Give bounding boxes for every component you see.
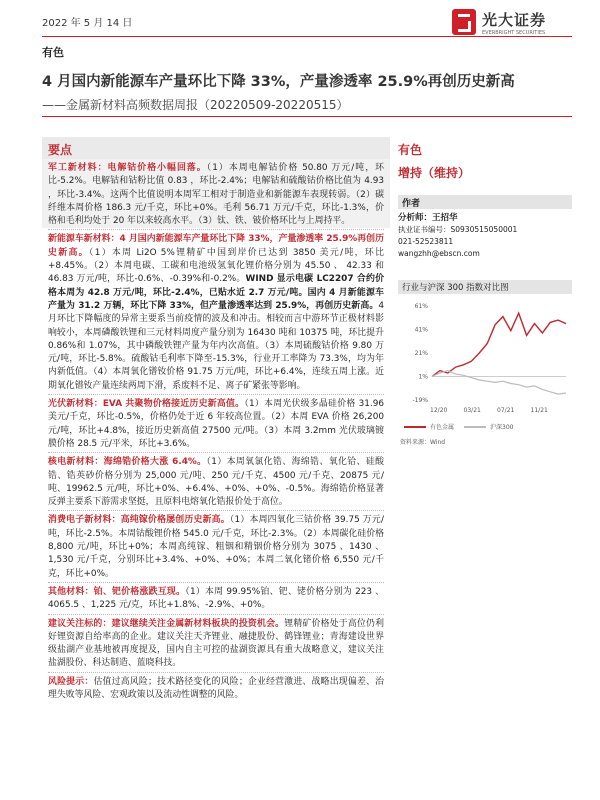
legend-label-csi300: 沪深300 xyxy=(490,424,514,431)
summary-paragraph-military xyxy=(42,159,390,228)
header-divider xyxy=(42,36,572,37)
chart-svg xyxy=(398,298,572,418)
paragraph-text: （1）本周 99.95%铂、钯、铑价格分别为 223 、4065.5 、1,225 元/克，环比+1.8%、-2.9%、+0%。 xyxy=(48,586,384,611)
analyst-phone: 021-52523811 xyxy=(398,237,454,246)
series-line-nonferrous xyxy=(432,313,566,376)
y-tick-label: 1% xyxy=(418,373,428,381)
paragraph-text: 估值过高风险；技术路径变化的风险；企业经营激进、战略出现偏差、治理失败等风险、宏观政策以及流动性调整的风险。 xyxy=(48,676,385,700)
rating-label: 增持（维持） xyxy=(398,166,471,180)
summary-paragraph-pv xyxy=(42,395,390,451)
chart-heading: 行业与沪深 300 指数对比图 xyxy=(398,280,572,294)
analyst-name: 分析师：王招华 xyxy=(398,213,458,223)
paragraph-bold-text: WIND 显示电碳 LC2207 合约价格本周为 42.8 万元/吨，环比-2.4%，已贴水近 2.7 万元/吨。 xyxy=(48,274,384,298)
index-comparison-chart xyxy=(398,298,572,446)
paragraph-text: （1）本周 Li2O 5%锂精矿中国到岸价已达到 3850 美元/吨，环比+8.45%。（2）本周电碳、工碳和电池级氢氧化锂价格分别为 45.50 、 42.33 和 46.83 万元/吨，环比-0.6%、-0.39%和-0.2%。 xyxy=(48,247,385,285)
paragraph-lead: 消费电子新材料：高纯镓价格屡创历史新高。 xyxy=(48,515,230,526)
series-line-csi300 xyxy=(432,371,566,395)
paragraph-text: （1）本周四氧化三钴价格 39.75 万元/吨，环比-2.5%。本周钴酸锂价格 545.0 元/千克，环比-2.3%。（2）本周碳化硅价格 8,800 元/吨，环比+0%；本周高纯镓、粗铟和精铟价格分别为 3075 、1430 、1,530 元/千克，分别环比+3.4%、+0%、+0%；本周二氧化锗价格 6,550 元/千克，环比+0%。 xyxy=(48,515,384,579)
paragraph-lead: 新能源车新材料：4 月国内新能源车产量环比下降 33%，产量渗透率 25.9%再创历史新高。 xyxy=(48,234,384,258)
analyst-email[interactable]: wangzhh@ebscn.com xyxy=(398,249,480,258)
paragraph-lead: 风险提示： xyxy=(48,676,94,687)
brand-name: 光大证券 xyxy=(482,10,547,29)
legend-label-nonferrous: 有色金属 xyxy=(430,424,455,431)
paragraph-text: 4 月环比下降幅度的异常主要系当前疫情的波及和冲击。相较而言中游环节正极材料影响较小，本周磷酸铁锂和三元材料周度产量分别为 16430 吨和 10375 吨，环比提升 0.86%和 1.07%，其中磷酸铁锂产量为年内次高值。（3）本周硫酸钴价格 9.80 万元/吨，环比-5.8%。硫酸钴毛利率下降至-15.3%，行业开工率降为 73.3%，均为年内新低值。（4）本周氧化镨钕价格 91.75 万元/吨，环比+6.4%，连续五周上涨。近期氧化镨钕产量连续两周下滑，系废料不足、离子矿紧张等影响。 xyxy=(48,300,384,391)
legend-item-csi300 xyxy=(464,422,513,431)
paragraph-lead: 光伏新材料：EVA 共聚物价格接近历史新高值。 xyxy=(48,399,245,410)
paragraph-bold-text: 国内 4 月新能源车产量为 31.2 万辆，环比下降 33%，但产量渗透率达到 25.9%，再创历史新高。 xyxy=(48,287,385,311)
y-tick-label: 61% xyxy=(414,303,428,310)
report-title: 4 月国内新能源车产量环比下降 33%，产量渗透率 25.9%再创历史新高 xyxy=(42,74,515,90)
y-tick-label: -19% xyxy=(412,397,428,404)
sidebar-industry: 有色 xyxy=(398,143,423,157)
everbright-logo-icon xyxy=(452,9,476,35)
legend-item-nonferrous xyxy=(404,422,454,431)
industry-label: 有色 xyxy=(42,46,64,59)
paragraph-lead: 军工新材料：电解钴价格小幅回落。 xyxy=(48,163,207,173)
summary-paragraph-recommendation xyxy=(42,615,390,671)
x-tick-label: 03/21 xyxy=(463,407,481,414)
paragraph-text: 锂精矿价格处于高位仍利好锂资源自给率高的企业。建议关注天齐锂业、融捷股份、鹤锋锂业；青海建设世界级盐湖产业基地被再度提及，国内自主可控的盐湖资源具有重大战略意义，建议关注盐湖股份、科达制造、蓝晓科技。 xyxy=(48,618,385,669)
sidebar xyxy=(398,137,572,446)
brand-name-en: EVERBRIGHT SECURITIES xyxy=(482,29,546,36)
analyst-cert: 执业证书编号：S0930515050001 xyxy=(398,225,518,234)
y-tick-label: 21% xyxy=(414,350,428,357)
summary-paragraph-risk xyxy=(42,673,390,703)
y-tick-label: 41% xyxy=(414,326,428,334)
paragraph-text: （1）本周电解钴价格 50.80 万元/吨，环比-5.2%。电解钴和钴粉比值 0.83 ，环比-2.4%；电解钴和硫酸钴价格比值为 4.93 ，环比-3.4%。这两个比值说明本周军工相对于制造业和新能源车表现转弱。（2）碳纤维本周价格 186.3 元/千克，环比+0%。毛利 56.71 万元/千克，环比-1.3%，价格和毛利均处于 20 年以来较高水平。（3）钛、铁、铍价格环比与上周持平。 xyxy=(48,163,384,227)
title-divider xyxy=(42,116,572,117)
x-tick-label: 12/20 xyxy=(430,407,448,414)
legend-swatch-nonferrous xyxy=(404,426,426,428)
brand-logo xyxy=(452,6,572,38)
paragraph-text: （1）本周氧氯化锆、海绵锆、氧化铪、硅酸锆、锆英砂价格分别为 25,000 元/吨、250 元/千克、4500 元/千克、20875 元/吨、19962.5 元/吨，环比+0%、+6.4%、+0%、+0%、-0.5%。海绵锆价格显著反弹主要系下游需求坚挺，且原料电熔氧化锆报价处于高位。 xyxy=(48,457,384,508)
paragraph-lead: 建议关注标的：建议继续关注金属新材料板块的投资机会。 xyxy=(48,618,285,629)
author-heading: 作者 xyxy=(398,195,572,209)
summary-paragraph-other xyxy=(42,583,390,613)
paragraph-lead: 其他材料：铂、钯价格涨跌互现。 xyxy=(48,586,186,597)
summary-paragraph-nuclear xyxy=(42,453,390,509)
summary-paragraph-electronics xyxy=(42,511,390,580)
paragraph-text: （1）本周光伏级多晶硅价格 31.96 美元/千克，环比-0.5%，价格仍处于近 6 年较高位置。（2）本周 EVA 价格 26,200 元/吨，环比+4.8%，接近历史新高值 27500 元/吨。（3）本周 3.2mm 光伏玻璃镀膜价格 28.5 元/平米，环比+3.6%。 xyxy=(48,399,384,449)
summary-heading: 要点 xyxy=(42,137,390,159)
summary-paragraph-nev xyxy=(42,230,390,393)
legend-swatch-csi300 xyxy=(464,426,486,428)
report-subtitle: ——金属新材料高频数据周报（20220509-20220515） xyxy=(42,98,349,112)
x-tick-label: 11/21 xyxy=(530,407,548,414)
x-tick-label: 07/21 xyxy=(497,407,515,414)
report-date: 2022 年 5 月 14 日 xyxy=(42,18,133,29)
chart-legend xyxy=(398,422,572,431)
summary-column xyxy=(42,137,390,702)
paragraph-lead: 核电新材料：海绵锆价格大涨 6.4%。 xyxy=(48,457,207,468)
chart-source: 资料来源：Wind xyxy=(400,439,446,446)
